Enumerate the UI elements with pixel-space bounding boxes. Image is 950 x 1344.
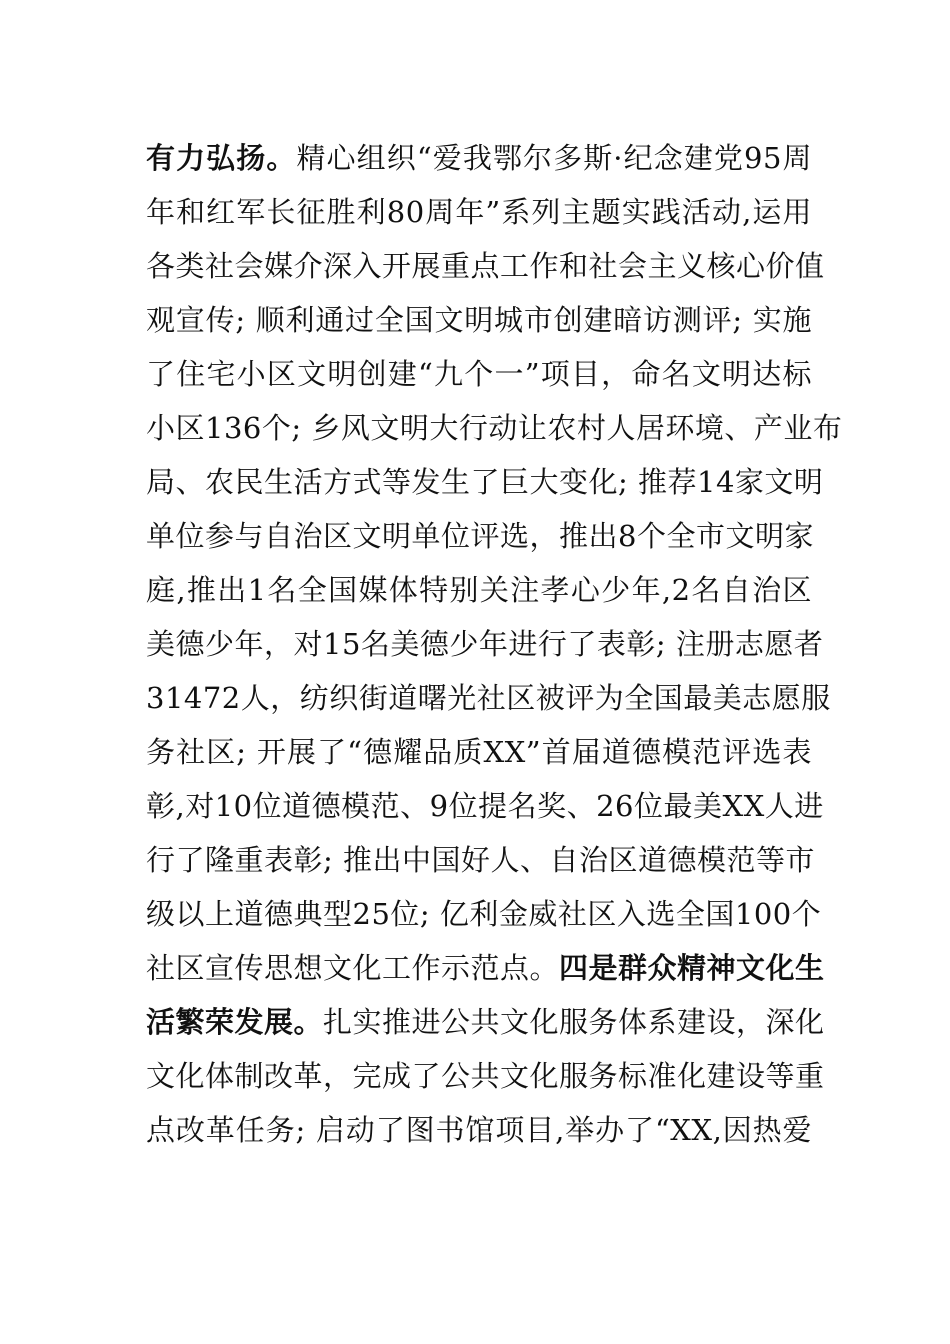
- line-text: 年和红军长征胜利80周年”系列主题实践活动,运用: [146, 195, 812, 229]
- line-text: 单位参与自治区文明单位评选，推出8个全市文明家: [146, 519, 814, 553]
- line-text: 务社区; 开展了“德耀品质XX”首届道德模范评选表: [146, 735, 812, 769]
- text-line: [146, 941, 825, 995]
- text-line: [146, 347, 812, 401]
- text-line: [146, 563, 812, 617]
- bold-heading: 四是群众精神文化生: [559, 951, 825, 985]
- line-text: 庭,推出1名全国媒体特别关注孝心少年,2名自治区: [146, 573, 812, 607]
- line-text: 局、农民生活方式等发生了巨大变化; 推荐14家文明: [146, 465, 824, 499]
- text-line: [146, 887, 822, 941]
- bold-heading: 活繁荣发展。: [146, 1005, 324, 1039]
- text-line: [146, 185, 812, 239]
- line-text: 行了隆重表彰; 推出中国好人、自治区道德模范等市: [146, 843, 815, 877]
- line-text: 了住宅小区文明创建“九个一”项目，命名文明达标: [146, 357, 812, 391]
- line-text: 各类社会媒介深入开展重点工作和社会主义核心价值: [146, 249, 825, 283]
- text-line: [146, 1103, 812, 1157]
- line-text: 小区136个; 乡风文明大行动让农村人居环境、产业布: [146, 411, 843, 445]
- text-line: [146, 401, 843, 455]
- text-line: [146, 617, 824, 671]
- text-line: [146, 995, 825, 1049]
- text-line: [146, 725, 812, 779]
- line-text: 彰,对10位道德模范、9位提名奖、26位最美XX人进: [146, 789, 824, 823]
- line-text: 观宣传; 顺利通过全国文明城市创建暗访测评; 实施: [146, 303, 812, 337]
- bold-heading: 有力弘扬。: [146, 141, 297, 175]
- line-text: 级以上道德典型25位; 亿利金威社区入选全国100个: [146, 897, 822, 931]
- line-text: 31472人，纺织街道曙光社区被评为全国最美志愿服: [146, 681, 831, 715]
- line-text: 点改革任务; 启动了图书馆项目,举办了“XX,因热爱: [146, 1113, 812, 1147]
- line-text: 文化体制改革，完成了公共文化服务标准化建设等重: [146, 1059, 825, 1093]
- line-text: 扎实推进公共文化服务体系建设，深化: [323, 1005, 825, 1039]
- text-line: [146, 509, 812, 563]
- text-line: [146, 239, 825, 293]
- text-line: [146, 671, 831, 725]
- text-line: [146, 1049, 825, 1103]
- text-line: [146, 779, 824, 833]
- text-line: [146, 455, 824, 509]
- text-line: [146, 833, 815, 887]
- line-text: 社区宣传思想文化工作示范点。: [146, 951, 560, 985]
- text-line: [146, 293, 812, 347]
- line-text: 美德少年，对15名美德少年进行了表彰; 注册志愿者: [146, 627, 824, 661]
- text-line: [146, 131, 812, 185]
- line-text: 精心组织“爱我鄂尔多斯·纪念建党95周: [296, 141, 812, 175]
